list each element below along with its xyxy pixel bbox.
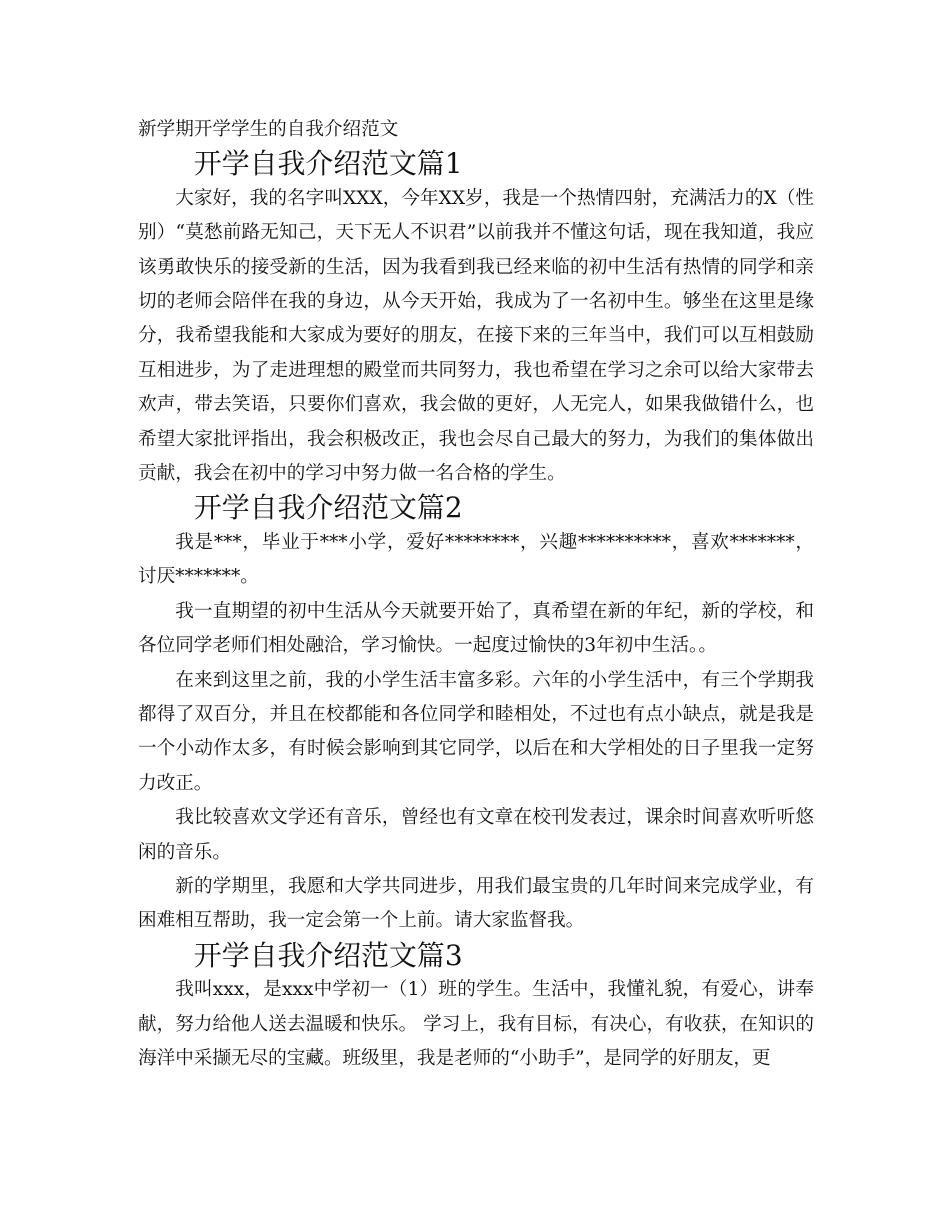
paragraph: 在来到这里之前，我的小学生活丰富多彩。六年的小学生活中，有三个学期我都得了双百分，并且在校都能和各位同学和睦相处，不过也有点小缺点，就是我是一个小动作太多，有时候会影响到其它同学，以后在和大学相处的日子里我一定努力改正。	[138, 669, 814, 794]
paragraph: 新的学期里，我愿和大学共同进步，用我们最宝贵的几年时间来完成学业，有困难相互帮助，我一定会第一个上前。请大家监督我。	[138, 875, 814, 932]
section-heading: 开学自我介绍范文篇1	[193, 147, 463, 181]
section-1	[138, 147, 814, 491]
paragraph: 我一直期望的初中生活从今天就要开始了，真希望在新的年纪，新的学校，和各位同学老师们相处融洽，学习愉快。一起度过愉快的3年初中生活。。	[138, 600, 814, 657]
document-title: 新学期开学学生的自我介绍范文	[138, 119, 399, 140]
section-heading: 开学自我介绍范文篇3	[193, 938, 463, 972]
section-2	[138, 491, 814, 938]
section-heading: 开学自我介绍范文篇2	[193, 491, 463, 525]
paragraph: 我比较喜欢文学还有音乐，曾经也有文章在校刊发表过，课余时间喜欢听听悠闲的音乐。	[138, 807, 814, 863]
paragraph: 大家好，我的名字叫XXX，今年XX岁，我是一个热情四射，充满活力的X（性别）“莫愁前路无知己，天下无人不识君”以前我并不懂这句话，现在我知道，我应该勇敢快乐的接受新的生活，因为我看到我已经来临的初中生活有热情的同学和亲切的老师会陪伴在我的身边，从今天开始，我成为了一名初中生。够坐在这里是缘分，我希望我能和大家成为要好的朋友，在接下来的三年当中，我们可以互相鼓励互相进步，为了走进理想的殿堂而共同努力，我也希望在学习之余可以给大家带去欢声，带去笑语，只要你们喜欢，我会做的更好，人无完人，如果我做错什么，也希望大家批评指出，我会积极改正，我也会尽自己最大的努力，为我们的集体做出贡献，我会在初中的学习中努力做一名合格的学生。	[138, 187, 814, 485]
document-page	[138, 113, 814, 1076]
paragraph: 我是***，毕业于***小学，爱好********，兴趣**********，喜欢*******，讨厌*******。	[138, 531, 814, 588]
paragraph: 我叫xxx，是xxx中学初一（1）班的学生。生活中，我懂礼貌，有爱心，讲奉献，努力给他人送去温暖和快乐。 学习上，我有目标，有决心，有收获，在知识的海洋中采撷无尽的宝藏。班级里，我是老师的“小助手”，是同学的好朋友，更	[138, 979, 814, 1069]
section-3	[138, 939, 814, 1077]
